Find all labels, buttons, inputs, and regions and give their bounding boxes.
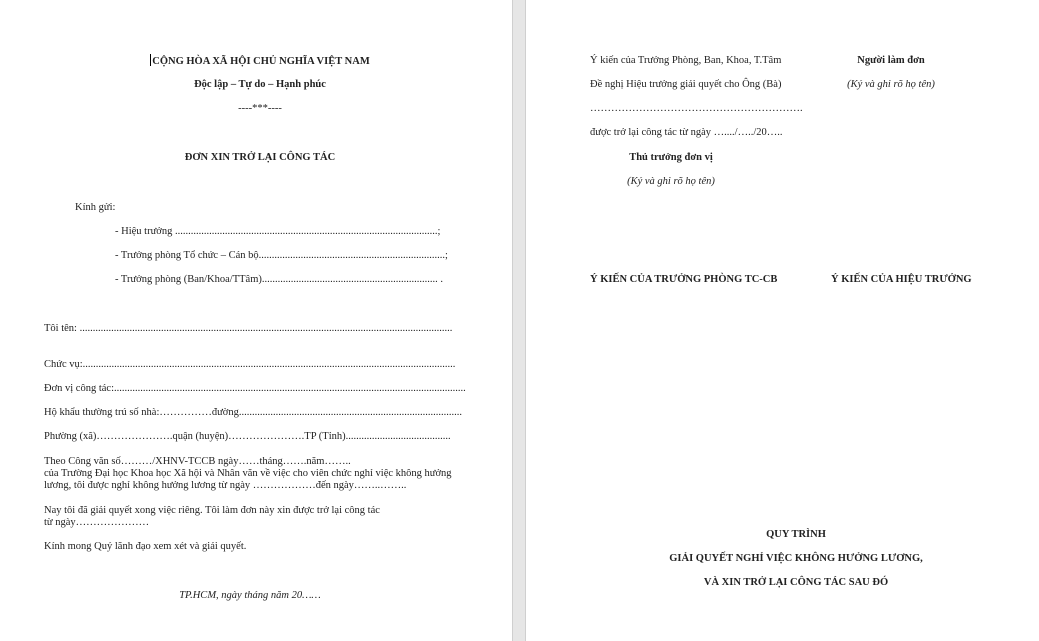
nation-heading: CỘNG HÒA XÃ HỘI CHỦ NGHĨA VIỆT NAM bbox=[152, 56, 370, 67]
separator: ----***---- bbox=[238, 103, 282, 114]
procedure-line-2: VÀ XIN TRỞ LẠI CÔNG TÁC SAU ĐÓ bbox=[703, 577, 889, 588]
resolved-line-1: Nay tôi đã giải quyết xong việc riêng. Tôi làm đơn này xin được trở lại công tác bbox=[44, 505, 380, 516]
position-line: Chức vụ:.............................................................................................................................................. bbox=[44, 359, 456, 370]
unit-head-title: Thủ trưởng đơn vị bbox=[629, 152, 713, 163]
motto: Độc lập – Tự do – Hạnh phúc bbox=[194, 79, 326, 90]
proposal-line: Đề nghị Hiệu trưởng giải quyết cho Ông (Bà) bbox=[590, 79, 782, 90]
dispatch-line-3: lương, tôi được nghỉ không hưởng lương từ ngày ………………đến ngày……..…….. bbox=[44, 480, 407, 491]
resolved-line-2: từ ngày………………… bbox=[44, 517, 150, 528]
document-page-right[interactable] bbox=[526, 0, 1039, 641]
recipient-principal: - Hiệu trưởng ....................................................................................................; bbox=[115, 226, 441, 237]
dispatch-line-1: Theo Công văn số………/XHNV-TCCB ngày……tháng…….năm…….. bbox=[44, 456, 351, 467]
address-line: Hộ khẩu thường trú số nhà:……………đường..................................................................................... bbox=[44, 407, 462, 418]
opinion-label: Ý kiến của Trưởng Phòng, Ban, Khoa, T.Tâm bbox=[590, 55, 782, 66]
request-line: Kính mong Quý lãnh đạo xem xét và giải quyết. bbox=[44, 541, 247, 552]
salutation: Kính gửi: bbox=[75, 202, 116, 213]
unit-line: Đơn vị công tác:...................................................................................................................................... bbox=[44, 383, 466, 394]
procedure-line-1: GIẢI QUYẾT NGHỈ VIỆC KHÔNG HƯỞNG LƯƠNG, bbox=[669, 553, 923, 564]
document-page-left[interactable] bbox=[0, 0, 512, 641]
name-dots-line: ……………………………………………………. bbox=[590, 103, 803, 114]
name-line: Tôi tên: .............................................................................................................................................. bbox=[44, 323, 453, 334]
recipient-personnel: - Trưởng phòng Tổ chức – Cán bộ.......................................................................; bbox=[115, 250, 448, 261]
date-place: TP.HCM, ngày tháng năm 20…… bbox=[179, 590, 321, 601]
procedure-title: QUY TRÌNH bbox=[766, 529, 826, 540]
dispatch-line-2: của Trường Đại học Khoa học Xã hội và Nhân văn về việc cho viên chức nghỉ việc không hưởng bbox=[44, 468, 452, 479]
applicant-sign-note: (Ký và ghi rõ họ tên) bbox=[847, 79, 935, 90]
unit-head-sign-note: (Ký và ghi rõ họ tên) bbox=[627, 176, 715, 187]
return-date-line: được trở lại công tác từ ngày …..../…../20….. bbox=[590, 127, 783, 138]
page-gap bbox=[512, 0, 526, 641]
ward-line: Phường (xã)………………….quận (huyện)………………….TP (Tỉnh)........................................ bbox=[44, 431, 451, 442]
document-title: ĐƠN XIN TRỞ LẠI CÔNG TÁC bbox=[184, 152, 336, 163]
recipient-department: - Trưởng phòng (Ban/Khoa/TTâm)................................................................... . bbox=[115, 274, 443, 285]
opinion-tccb-heading: Ý KIẾN CỦA TRƯỞNG PHÒNG TC-CB bbox=[590, 274, 778, 285]
applicant-title: Người làm đơn bbox=[857, 55, 925, 66]
page-edge-left bbox=[512, 0, 513, 641]
opinion-principal-heading: Ý KIẾN CỦA HIỆU TRƯỞNG bbox=[831, 274, 972, 285]
